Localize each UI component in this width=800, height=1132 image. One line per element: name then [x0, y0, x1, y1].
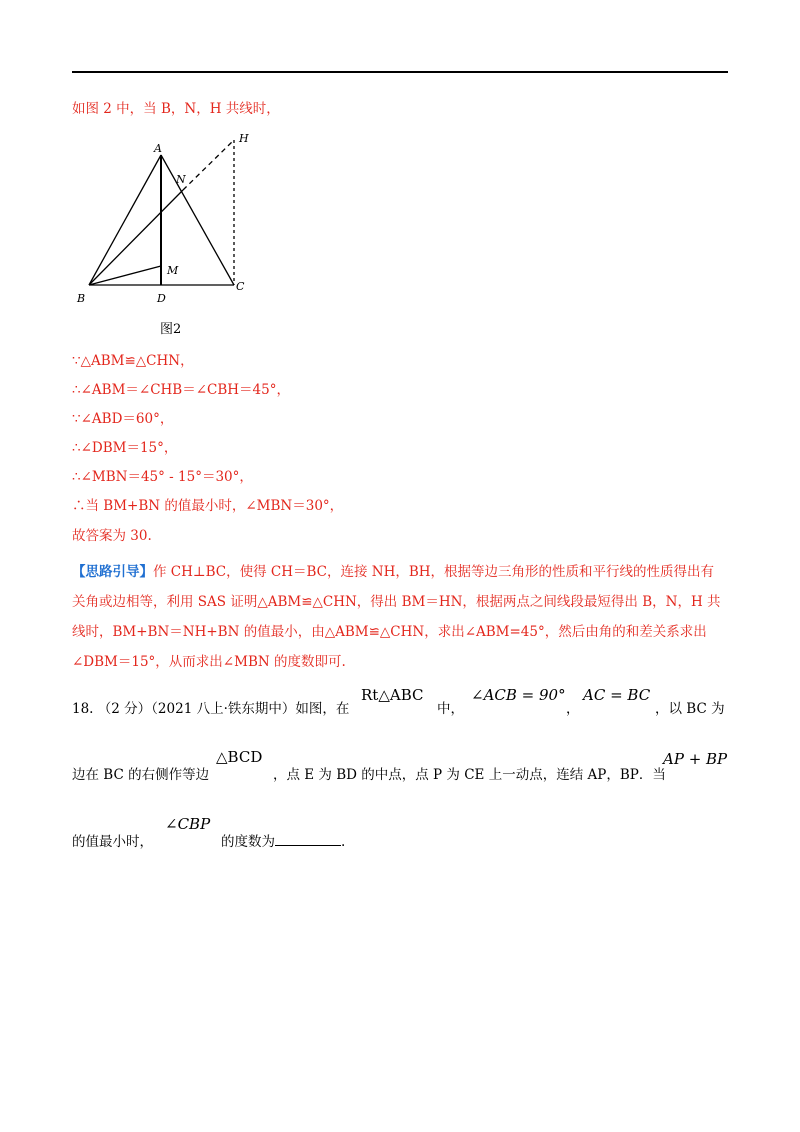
- step-6: ∴当 BM+BN 的值最小时，∠MBN＝30°，: [72, 498, 344, 514]
- label-b: B: [77, 292, 86, 305]
- label-m: M: [167, 264, 179, 277]
- segment-nh: [183, 140, 234, 190]
- hint-text-1: 作 CH⊥BC，使得 CH＝BC，连接 NH，BH，根据等边三角形的性质和平行线的性质得出有: [153, 564, 715, 580]
- q-text-2: 中，: [437, 701, 464, 717]
- segment-bm: [89, 266, 161, 285]
- q-text-8: 的度数为: [221, 834, 275, 850]
- hint-line-3: 线时，BM+BN＝NH+BN 的值最小，由△ABM≌△CHN，求出∠ABM=45°，然后由角的和差关系求出: [72, 624, 707, 640]
- q-text-9: .: [341, 834, 346, 850]
- hint-tag: 【思路引导】: [72, 564, 153, 580]
- geometry-figure: [72, 128, 272, 343]
- math-rt-abc: Rt△ABC: [361, 686, 424, 704]
- label-a: A: [154, 142, 162, 155]
- header-rule: [72, 71, 728, 73]
- math-bcd: △BCD: [216, 748, 263, 766]
- step-2: ∴∠ABM＝∠CHB＝∠CBH＝45°，: [72, 382, 290, 398]
- hint-line-1: [72, 563, 714, 581]
- figure-caption: 图2: [160, 322, 182, 337]
- answer-blank[interactable]: [275, 833, 341, 846]
- segment-ab: [89, 155, 161, 285]
- label-n: N: [176, 173, 186, 186]
- q-source: （2021 八上·铁东期中）: [151, 701, 296, 717]
- math-angle-acb: ∠ACB = 90°: [471, 686, 566, 704]
- hint-line-4: ∠DBM＝15°，从而求出∠MBN 的度数即可.: [72, 654, 346, 670]
- math-angle-cbp: ∠CBP: [165, 815, 211, 833]
- step-7: 故答案为 30.: [72, 528, 152, 544]
- math-ac-bc: AC = BC: [583, 686, 651, 704]
- intro-text: 如图 2 中，当 B，N，H 共线时，: [72, 101, 280, 117]
- q-text-7: 的值最小时，: [72, 834, 153, 850]
- step-3: ∵∠ABD＝60°，: [72, 411, 174, 427]
- label-h: H: [239, 132, 249, 145]
- q-number: 18.: [72, 701, 94, 717]
- q-score: （2 分）: [97, 701, 152, 717]
- q-text-1: 如图，在: [295, 701, 350, 717]
- label-c: C: [236, 280, 245, 293]
- q-answer-line: [221, 830, 345, 850]
- label-d: D: [157, 292, 166, 305]
- step-1: ∵△ABM≌△CHN，: [72, 353, 194, 369]
- math-ap-bp: AP + BP: [663, 750, 728, 768]
- q-text-4: ，以 BC 为: [655, 701, 725, 717]
- q-text-3: ，: [566, 701, 580, 717]
- step-5: ∴∠MBN＝45° - 15°＝30°，: [72, 469, 253, 485]
- q-text-6: ，点 E 为 BD 的中点，点 P 为 CE 上一动点，连结 AP，BP．当: [273, 767, 666, 783]
- q-text-5: 边在 BC 的右侧作等边: [72, 767, 210, 783]
- step-4: ∴∠DBM＝15°，: [72, 440, 178, 456]
- hint-line-2: 关角或边相等，利用 SAS 证明△ABM≌△CHN，得出 BM＝HN，根据两点之间线段最短得出 B，N，H 共: [72, 594, 721, 610]
- question-number: [72, 697, 349, 717]
